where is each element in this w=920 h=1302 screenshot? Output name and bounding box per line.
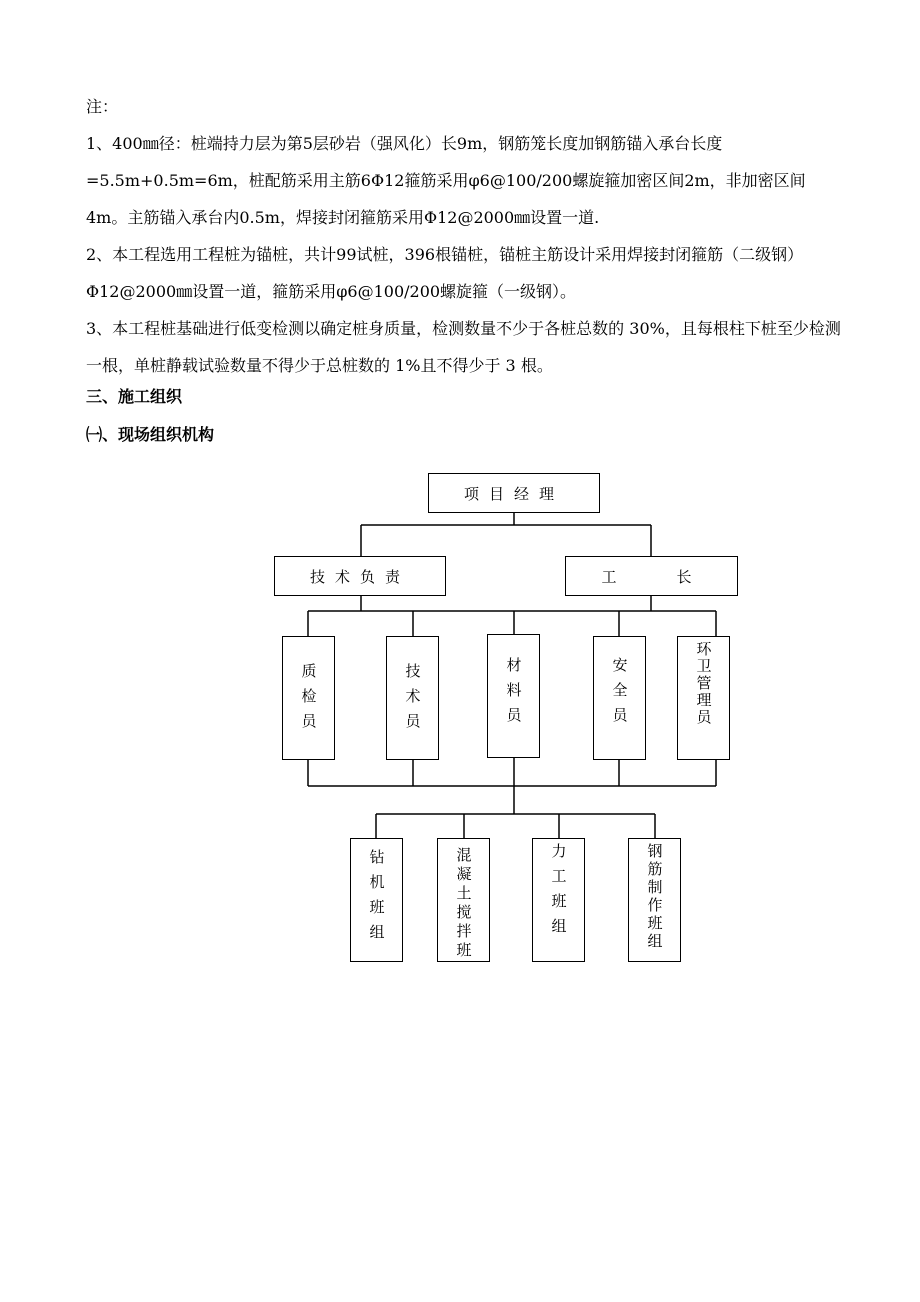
org-label-quality-inspector: 质检员 — [299, 663, 318, 738]
org-label-technical-lead: 技术负责 — [309, 567, 410, 586]
org-label-rebar-team: 钢筋制作班组 — [645, 843, 664, 951]
org-label-project-manager: 项目经理 — [463, 484, 564, 503]
org-label-safety-officer: 安全员 — [610, 657, 629, 732]
org-box-concrete-mixing-team — [437, 838, 490, 962]
org-box-rebar-team — [628, 838, 681, 962]
note-item-3: 3、本工程桩基础进行低变检测以确定桩身质量，检测数量不少于各桩总数的 30%，且每根柱下桩至少检测一根，单桩静载试验数量不得少于总桩数的 1%且不得少于 3 根。 — [86, 319, 841, 375]
org-box-technical-lead — [274, 556, 446, 596]
org-label-concrete-mixing-team: 混凝土搅拌班 — [454, 847, 473, 961]
org-box-foreman — [565, 556, 738, 596]
org-label-labor-team: 力工班组 — [549, 843, 568, 943]
org-box-technician — [386, 636, 439, 760]
org-box-labor-team — [532, 838, 585, 962]
org-label-foreman: 工 长 — [601, 567, 702, 586]
note-item-2: 2、本工程选用工程桩为锚桩，共计99试桩，396根锚桩，锚桩主筋设计采用焊接封闭箍筋（二级钢）Φ12@2000㎜设置一道，箍筋采用φ6@100/200螺旋箍（一级钢）。 — [86, 245, 804, 301]
section-title: 三、施工组织 — [86, 387, 183, 406]
org-label-material-clerk: 材料员 — [504, 657, 523, 732]
org-box-sanitation-manager — [677, 636, 730, 760]
notes-label: 注： — [86, 97, 119, 116]
note-item-1: 1、400㎜径：桩端持力层为第5层砂岩（强风化）长9m，钢筋笼长度加钢筋锚入承台长度=5.5m+0.5m=6m，桩配筋采用主筋6Φ12箍筋采用φ6@100/200螺旋箍加密区间2m，非加密区间4m。主筋锚入承台内0.5m，焊接封闭箍筋采用Φ12@2000㎜设置一道. — [86, 134, 806, 227]
org-label-technician: 技术员 — [403, 663, 422, 738]
org-box-material-clerk — [487, 634, 540, 758]
section-subtitle: ㈠、现场组织机构 — [86, 425, 215, 444]
org-box-drilling-team — [350, 838, 403, 962]
org-box-quality-inspector — [282, 636, 335, 760]
org-box-safety-officer — [593, 636, 646, 760]
org-box-project-manager — [428, 473, 600, 513]
org-label-sanitation-manager: 环卫管理员 — [694, 641, 713, 726]
org-label-drilling-team: 钻机班组 — [367, 849, 386, 949]
